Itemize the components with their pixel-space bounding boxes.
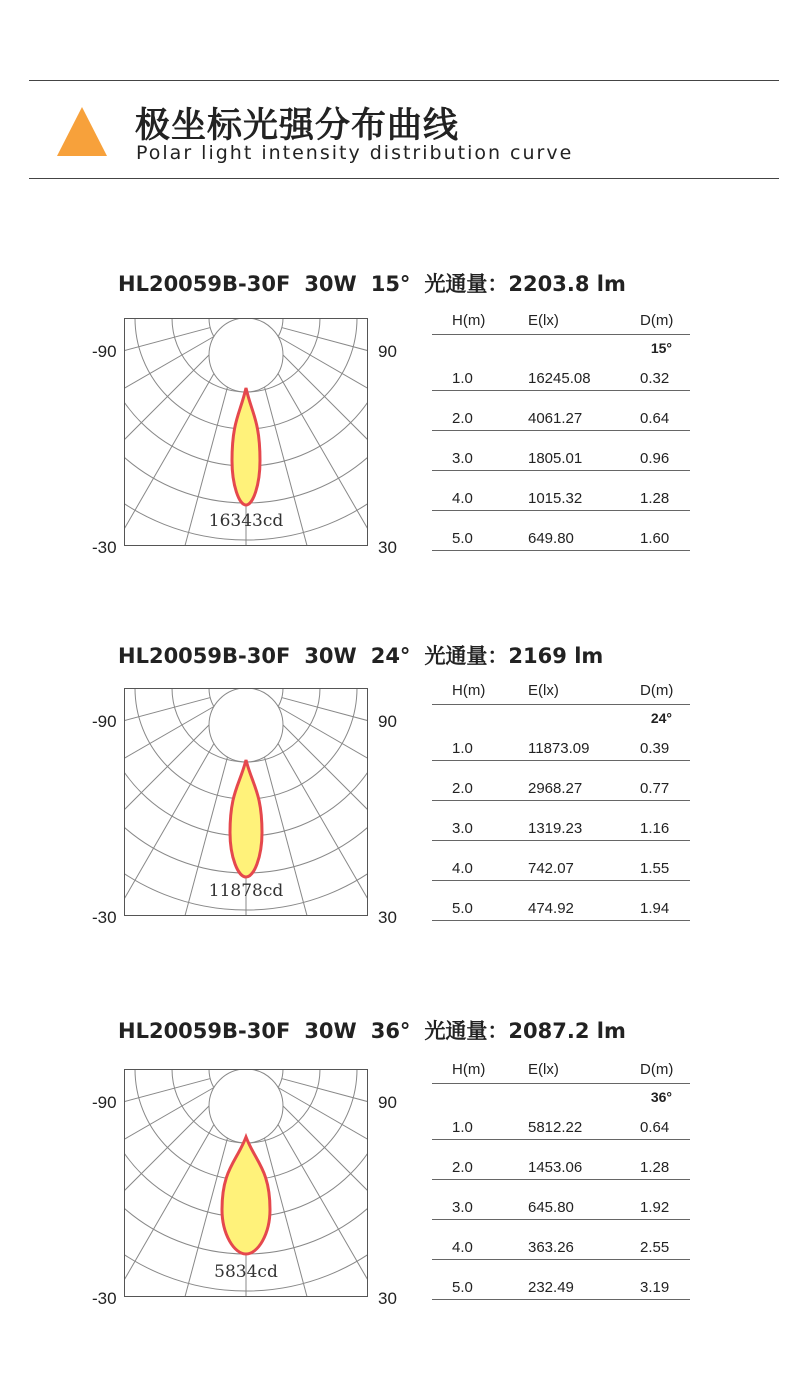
table-cell: 3.0	[452, 450, 473, 467]
table-cell: 3.0	[452, 1199, 473, 1216]
polar-grid-spoke	[124, 328, 210, 422]
chart-title-flux: 光通量：2169 lm	[424, 644, 604, 668]
angle-label-bottom-right: 30	[378, 908, 397, 927]
chart-section-3	[0, 1015, 800, 1335]
table-header-cell: H(m)	[452, 1061, 486, 1078]
table-cell: 1.0	[452, 1119, 473, 1136]
chart-section-2	[0, 640, 800, 960]
table-cell: 0.64	[640, 1119, 670, 1136]
chart-title-power: 30W	[304, 1019, 357, 1043]
chart-title-power: 30W	[304, 644, 357, 668]
polar-grid-spoke	[272, 344, 368, 546]
polar-grid-spoke	[282, 698, 368, 792]
table-cell: 16245.08	[528, 370, 591, 387]
chart-section-1	[0, 268, 800, 588]
chart-title-beam: 15°	[370, 272, 411, 296]
chart-title-model: HL20059B-30F	[118, 644, 291, 668]
table-cell: 1.94	[640, 900, 670, 917]
chart-title	[118, 1015, 640, 1045]
polar-center	[209, 688, 283, 762]
angle-label-bottom-left: -30	[92, 1289, 117, 1308]
table-cell: 2968.27	[528, 780, 583, 797]
polar-center	[209, 1069, 283, 1143]
table-cell: 649.80	[528, 530, 574, 547]
table-cell: 742.07	[528, 860, 574, 877]
polar-grid-spoke	[124, 344, 220, 546]
table-row	[432, 780, 690, 801]
angle-label-top-right: 90	[378, 712, 397, 731]
table-cell: 0.96	[640, 450, 670, 467]
polar-grid-spoke	[272, 1095, 368, 1297]
table-cell: 2.55	[640, 1239, 670, 1256]
polar-grid-spoke	[124, 714, 220, 916]
table-row	[432, 490, 690, 511]
chart-title-model: HL20059B-30F	[118, 1019, 291, 1043]
table-cell: 1.16	[640, 820, 670, 837]
table-cell: 2.0	[452, 410, 473, 427]
table-cell: 1.92	[640, 1199, 670, 1216]
beam-angle-label: 24°	[650, 710, 672, 726]
table-cell: 1.0	[452, 370, 473, 387]
table-cell: 4.0	[452, 1239, 473, 1256]
peak-intensity-label: 5834cd	[214, 1262, 278, 1282]
table-cell: 5.0	[452, 1279, 473, 1296]
table-row	[432, 450, 690, 471]
chart-title-flux: 光通量：2087.2 lm	[424, 1019, 626, 1043]
chart-title-power: 30W	[304, 272, 357, 296]
table-cell: 0.77	[640, 780, 670, 797]
table-cell: 3.19	[640, 1279, 670, 1296]
chart-title	[118, 640, 617, 670]
table-row	[432, 410, 690, 431]
table-header	[432, 682, 690, 705]
table-cell: 3.0	[452, 820, 473, 837]
angle-label-bottom-right: 30	[378, 538, 397, 557]
polar-grid-spoke	[272, 714, 368, 916]
table-cell: 0.39	[640, 740, 670, 757]
intensity-curve	[222, 1137, 270, 1254]
table-row	[432, 1279, 690, 1300]
table-cell: 1453.06	[528, 1159, 583, 1176]
beam-angle-label: 15°	[650, 340, 672, 356]
angle-label-bottom-left: -30	[92, 538, 117, 557]
angle-label-top-left: -90	[92, 712, 117, 731]
table-cell: 1.28	[640, 490, 670, 507]
table-row	[432, 530, 690, 551]
table-header-cell: E(lx)	[528, 312, 559, 329]
angle-label-top-left: -90	[92, 342, 117, 361]
table-cell: 11873.09	[528, 740, 590, 757]
angle-label-top-right: 90	[378, 1093, 397, 1112]
table-row	[432, 1119, 690, 1140]
table-cell: 1.55	[640, 860, 670, 877]
polar-grid-spoke	[282, 328, 368, 422]
chart-title-beam: 36°	[370, 1019, 411, 1043]
table-cell: 1.28	[640, 1159, 670, 1176]
table-cell: 232.49	[528, 1279, 574, 1296]
chart-title-beam: 24°	[370, 644, 411, 668]
table-cell: 5812.22	[528, 1119, 583, 1136]
table-cell: 645.80	[528, 1199, 574, 1216]
table-cell: 1.60	[640, 530, 670, 547]
header-top-rule	[29, 80, 779, 81]
peak-intensity-label: 16343cd	[208, 511, 284, 531]
beam-angle-label: 36°	[650, 1089, 672, 1105]
chart-title-flux: 光通量：2203.8 lm	[424, 272, 626, 296]
table-header-cell: E(lx)	[528, 1061, 559, 1078]
table-header-cell: D(m)	[640, 312, 674, 329]
table-row	[432, 900, 690, 921]
table-row	[432, 1199, 690, 1220]
chart-title-model: HL20059B-30F	[118, 272, 291, 296]
table-row	[432, 860, 690, 881]
page-subtitle: Polar light intensity distribution curve	[136, 142, 574, 164]
table-cell: 0.64	[640, 410, 670, 427]
table-cell: 1.0	[452, 740, 473, 757]
polar-center	[209, 318, 283, 392]
polar-grid-spoke	[124, 1095, 220, 1297]
table-header-cell: E(lx)	[528, 682, 559, 699]
peak-intensity-label: 11878cd	[208, 881, 284, 901]
header-bottom-rule	[29, 178, 779, 179]
table-cell: 2.0	[452, 780, 473, 797]
polar-chart	[124, 318, 368, 546]
table-cell: 4.0	[452, 490, 473, 507]
chart-title	[118, 268, 640, 298]
angle-label-bottom-right: 30	[378, 1289, 397, 1308]
polar-chart	[124, 688, 368, 916]
table-cell: 2.0	[452, 1159, 473, 1176]
table-row	[432, 740, 690, 761]
table-cell: 4061.27	[528, 410, 583, 427]
angle-label-bottom-left: -30	[92, 908, 117, 927]
table-cell: 0.32	[640, 370, 670, 387]
table-cell: 5.0	[452, 530, 473, 547]
table-cell: 1805.01	[528, 450, 583, 467]
table-cell: 1319.23	[528, 820, 583, 837]
table-header-cell: D(m)	[640, 682, 674, 699]
polar-grid-spoke	[124, 698, 210, 792]
table-header	[432, 1061, 690, 1084]
intensity-curve	[232, 388, 260, 505]
table-header	[432, 312, 690, 335]
table-header-cell: H(m)	[452, 312, 486, 329]
table-cell: 1015.32	[528, 490, 583, 507]
table-header-cell: H(m)	[452, 682, 486, 699]
polar-chart	[124, 1069, 368, 1297]
table-row	[432, 1239, 690, 1260]
table-row	[432, 820, 690, 841]
angle-label-top-right: 90	[378, 342, 397, 361]
table-header-cell: D(m)	[640, 1061, 674, 1078]
intensity-curve	[230, 760, 262, 877]
table-cell: 363.26	[528, 1239, 574, 1256]
angle-label-top-left: -90	[92, 1093, 117, 1112]
table-cell: 474.92	[528, 900, 574, 917]
polar-grid-spoke	[282, 1079, 368, 1173]
table-row	[432, 1159, 690, 1180]
table-row	[432, 370, 690, 391]
polar-grid-spoke	[124, 1079, 210, 1173]
table-cell: 5.0	[452, 900, 473, 917]
table-cell: 4.0	[452, 860, 473, 877]
triangle-icon	[57, 107, 107, 156]
page-title: 极坐标光强分布曲线	[135, 106, 460, 146]
